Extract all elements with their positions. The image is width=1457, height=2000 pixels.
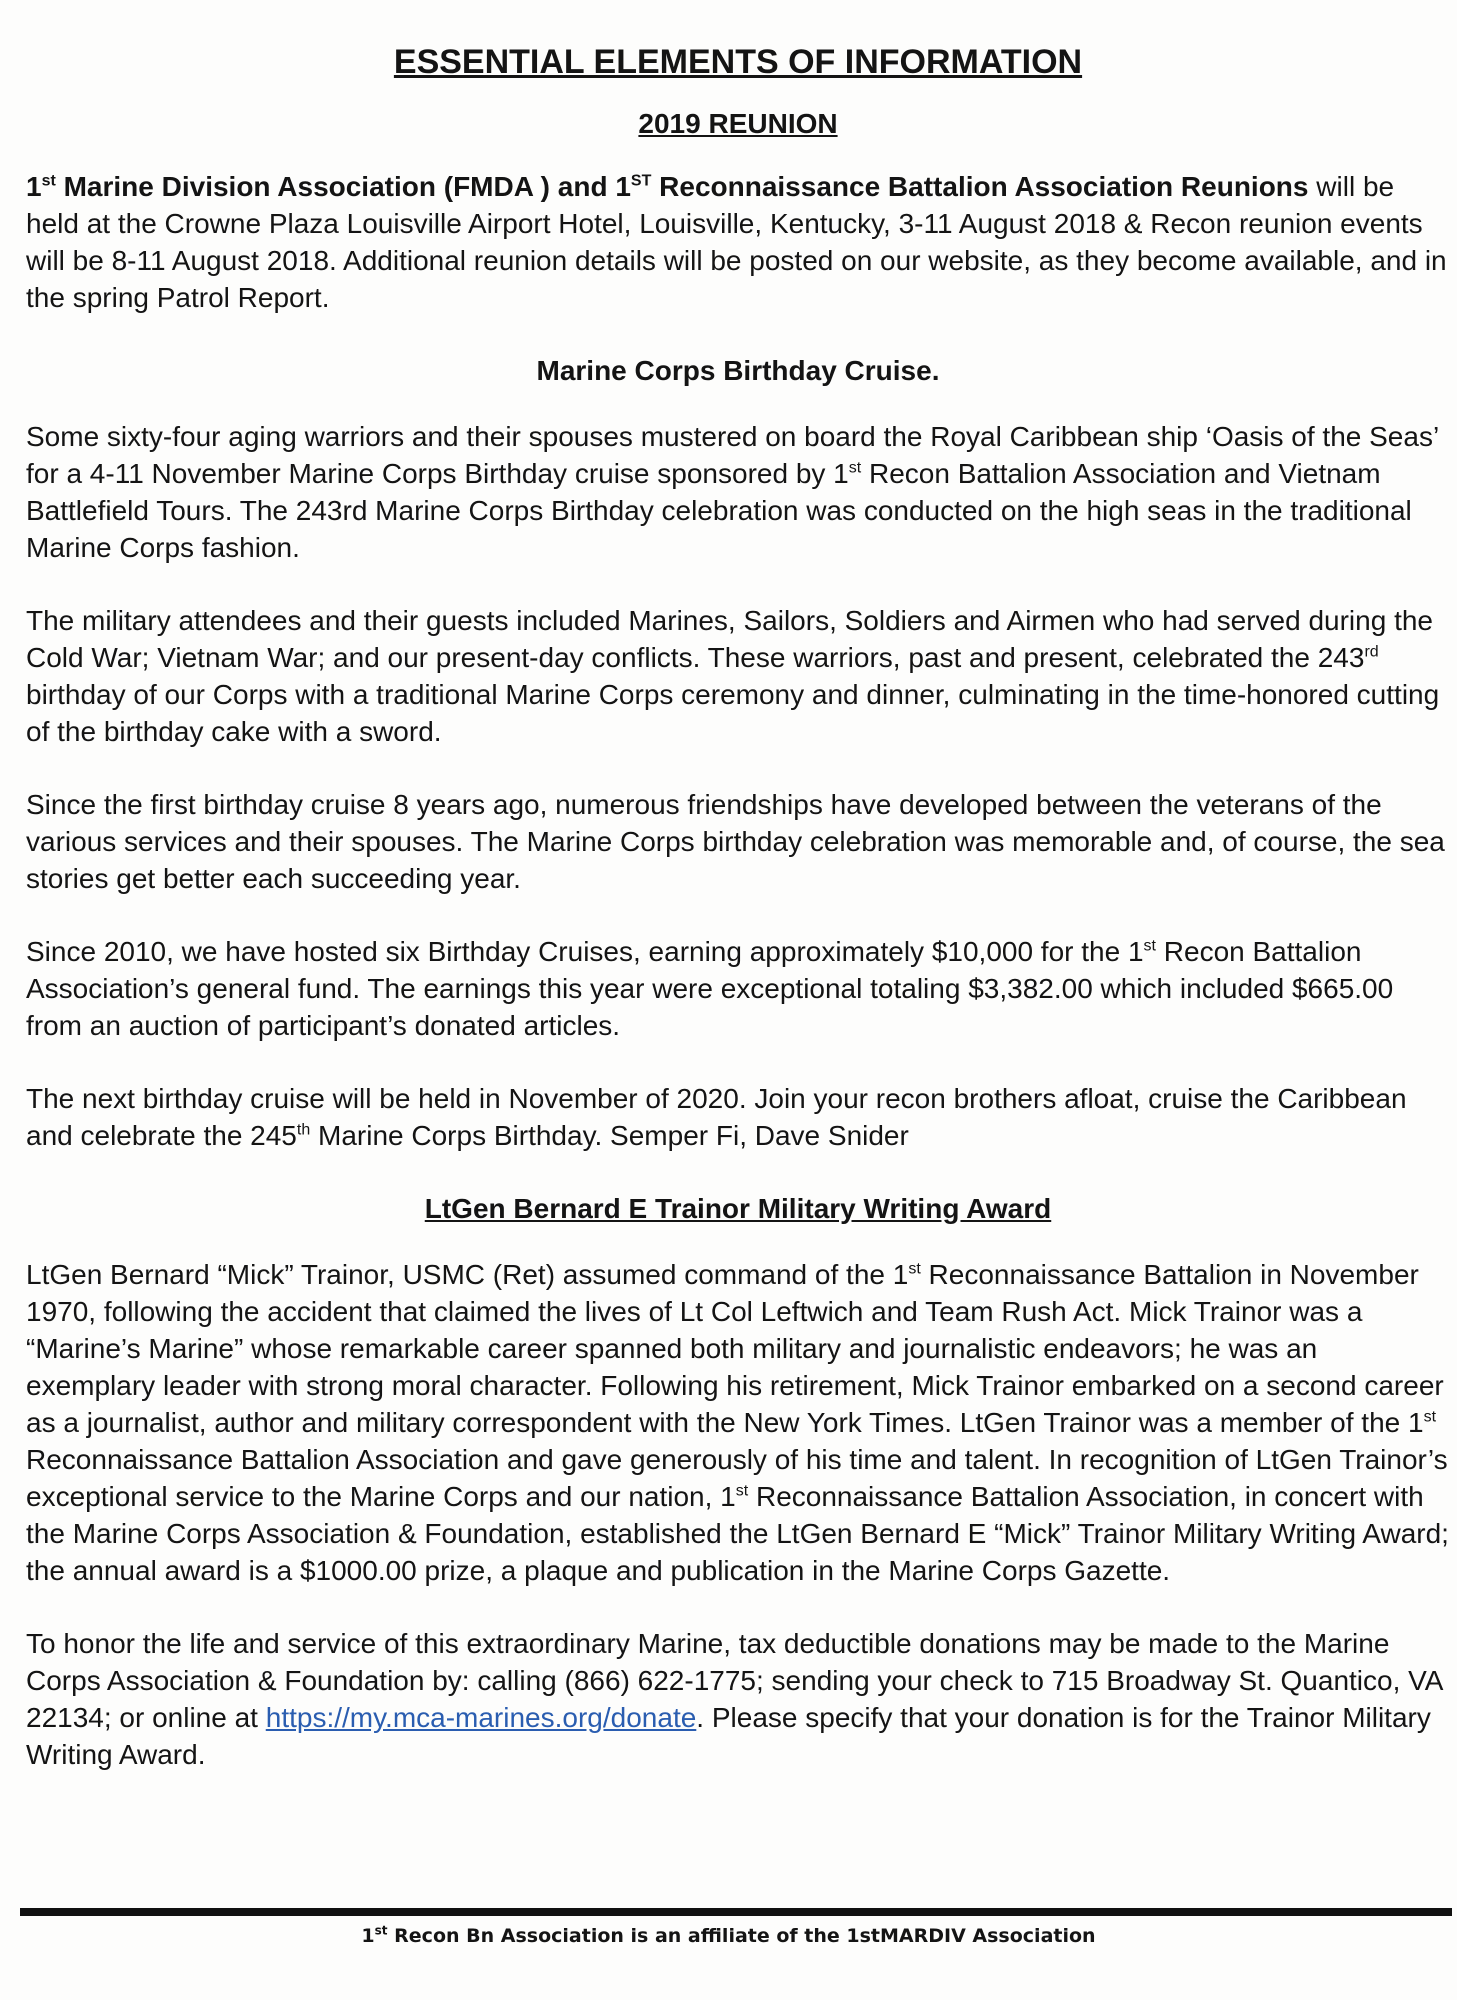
org1-superscript: st xyxy=(41,172,56,190)
org2-superscript: ST xyxy=(630,172,652,190)
org2-name: Reconnaissance Battalion Association Reunions xyxy=(651,171,1309,202)
award-p1-superscript-3: st xyxy=(735,1482,749,1500)
cruise-p4-text-b: Recon Battalion Association’s general fund. The earnings this year were exceptional totaling $3,382.00 which included $665.00 from an auction of participant’s donated articles. xyxy=(26,936,1394,1041)
cruise-paragraph-4 xyxy=(26,933,1450,1044)
cruise-p2-text-a: The military attendees and their guests included Marines, Sailors, Soldiers and Airmen who had served during the Cold War; Vietnam War; and our present-day conflicts. These warriors, past and present, celebrated the 243 xyxy=(26,605,1433,673)
cruise-paragraph-5 xyxy=(26,1080,1450,1154)
footer-text: Recon Bn Association is an affiliate of the 1stMARDIV Association xyxy=(387,1925,1096,1947)
cruise-p4-superscript: st xyxy=(1143,937,1156,955)
award-p1-text-a: LtGen Bernard “Mick” Trainor, USMC (Ret) assumed command of the 1 xyxy=(26,1259,909,1290)
donate-link[interactable]: https://my.mca-marines.org/donate xyxy=(265,1702,697,1733)
document-title: ESSENTIAL ELEMENTS OF INFORMATION xyxy=(393,43,1083,81)
footer-divider xyxy=(20,1908,1452,1916)
award-paragraph-1 xyxy=(26,1256,1450,1589)
cruise-p5-text-b: Marine Corps Birthday. Semper Fi, Dave Snider xyxy=(310,1120,909,1151)
cruise-p2-superscript: rd xyxy=(1364,643,1379,661)
cruise-p1-text-a: Some sixty-four aging warriors and their spouses mustered on board the Royal Caribbean ship ‘Oasis of the Seas’ for a 4-11 November Marine Corps Birthday cruise sponsored by 1 xyxy=(26,421,1439,489)
org1-name: Marine Division Association (FMDA ) and 1 xyxy=(55,171,631,202)
cruise-p5-text-a: The next birthday cruise will be held in November of 2020. Join your recon brothers afloat, cruise the Caribbean and celebrate the 245 xyxy=(26,1083,1407,1151)
footer-superscript: st xyxy=(374,1923,388,1938)
award-p1-superscript-2: st xyxy=(1423,1408,1437,1426)
cruise-p1-superscript: st xyxy=(848,459,862,477)
org1-ordinal: 1 xyxy=(26,171,42,202)
cruise-paragraph-1 xyxy=(26,418,1450,566)
cruise-paragraph-2 xyxy=(26,602,1450,750)
award-p1-text-b: Reconnaissance Battalion in November 1970, following the accident that claimed the lives of Lt Col Leftwich and Team Rush Act. Mick Trainor was a “Marine’s Marine” whose remarkable career spanned both military and journalistic endeavors; he was an exemplary leader with strong moral character. Following his retirement, Mick Trainor embarked on a second career as a journalist, author and military correspondent with the New York Times. LtGen Trainor was a member of the 1 xyxy=(26,1259,1444,1438)
award-p1-superscript-1: st xyxy=(908,1260,921,1278)
award-p2-text-a: To honor the life and service of this extraordinary Marine, tax deductible donations may be made to the Marine Corps Association & Foundation by: calling (866) 622-1775; sending your check to 715 Broadway St. Quantico, VA 22134; or online at xyxy=(26,1628,1442,1733)
cruise-p5-superscript: th xyxy=(296,1121,311,1139)
cruise-paragraph-3: Since the first birthday cruise 8 years ago, numerous friendships have developed between the veterans of the various services and their spouses. The Marine Corps birthday celebration was memorable and, of course, the sea stories get better each succeeding year. xyxy=(26,789,1445,894)
footer-affiliation xyxy=(0,1922,1457,1950)
award-paragraph-2 xyxy=(26,1625,1450,1773)
cruise-heading: Marine Corps Birthday Cruise. xyxy=(536,355,940,386)
cruise-p4-text-a: Since 2010, we have hosted six Birthday Cruises, earning approximately $10,000 for the 1 xyxy=(26,936,1144,967)
cruise-p1-text-b: Recon Battalion Association and Vietnam Battlefield Tours. The 243rd Marine Corps Birthday celebration was conducted on the high seas in the traditional Marine Corps fashion. xyxy=(26,458,1412,563)
cruise-p2-text-b: birthday of our Corps with a traditional Marine Corps ceremony and dinner, culminating in the time-honored cutting of the birthday cake with a sword. xyxy=(26,679,1440,747)
reunion-paragraph xyxy=(26,168,1450,316)
award-p1-text-c: Reconnaissance Battalion Association and gave generously of his time and talent. In recognition of LtGen Trainor’s exceptional service to the Marine Corps and our nation, 1 xyxy=(26,1444,1448,1512)
document-body xyxy=(26,40,1450,1809)
reunion-org-names xyxy=(26,171,1309,202)
reunion-subtitle: 2019 REUNION xyxy=(638,108,838,139)
reunion-details: will be held at the Crowne Plaza Louisville Airport Hotel, Louisville, Kentucky, 3-11 August 2018 & Recon reunion events will be 8-11 August 2018. Additional reunion details will be posted on our website, as they become available, and in the spring Patrol Report. xyxy=(26,171,1447,313)
award-p2-text-b: . Please specify that your donation is for the Trainor Military Writing Award. xyxy=(26,1702,1431,1770)
footer-ordinal: 1 xyxy=(361,1925,375,1947)
award-heading: LtGen Bernard E Trainor Military Writing Award xyxy=(424,1193,1052,1224)
award-p1-text-d: Reconnaissance Battalion Association, in concert with the Marine Corps Association & Foundation, established the LtGen Bernard E “Mick” Trainor Military Writing Award; the annual award is a $1000.00 prize, a plaque and publication in the Marine Corps Gazette. xyxy=(26,1481,1449,1586)
